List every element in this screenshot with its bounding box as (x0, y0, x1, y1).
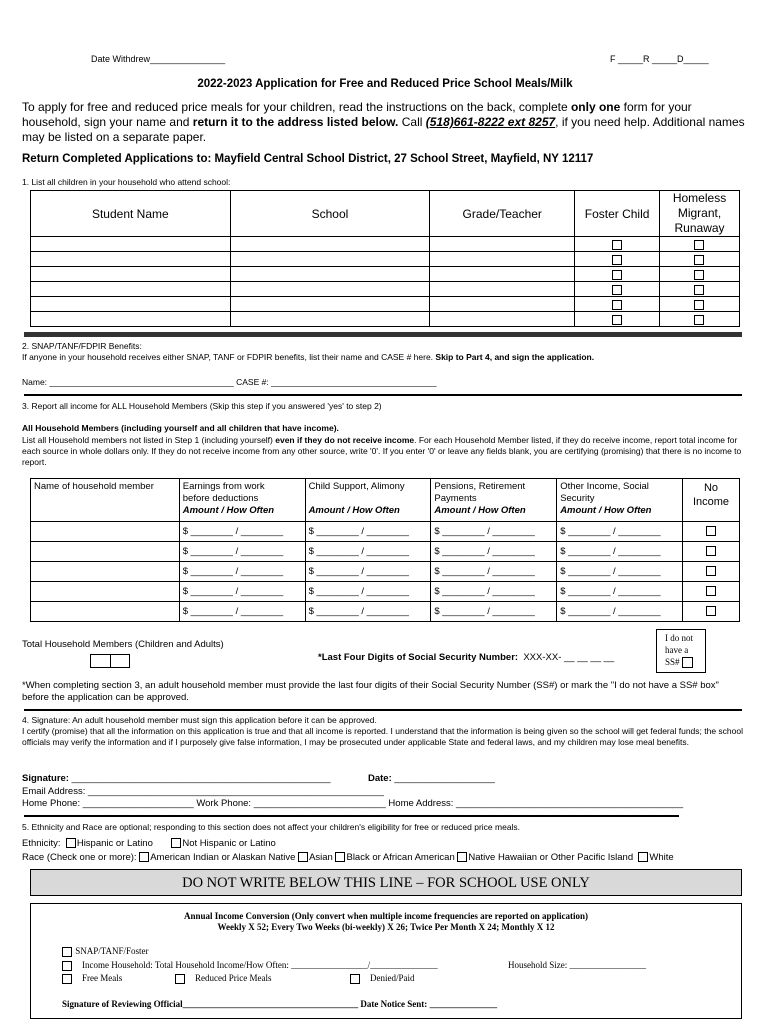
col-pensions: Pensions, Retirement Payments Amount / How Often (431, 479, 557, 522)
table-row: $ ________ / ________ $ ________ / ________ $ ________ / ________ $ ________ / ________ (31, 542, 740, 562)
income-household-checkbox[interactable] (62, 961, 72, 971)
table-row: $ ________ / ________ $ ________ / ________ $ ________ / ________ $ ________ / ________ (31, 602, 740, 622)
foster-checkbox[interactable] (612, 255, 622, 265)
income-conversion: Annual Income Conversion (Only convert when multiple income frequencies are reported on application) Weekly X 52; Every Two Weeks (bi-weekly) X 26; Twice Per Month X 24; Monthly X 12 (184, 911, 588, 932)
homeless-checkbox[interactable] (694, 240, 704, 250)
foster-checkbox[interactable] (612, 285, 622, 295)
intro-paragraph: To apply for free and reduced price meals for your children, read the instructions on the back, complete only one form for your household, sign your name and return it to the address listed below. Call (518)661-8222 ext 8257, if you need help. Additional names may be listed on a separate paper. (22, 100, 745, 144)
homeless-checkbox[interactable] (694, 300, 704, 310)
ssn-note: *When completing section 3, an adult household member must provide the last four digits of their Social Security Number (SS#) or mark the "I do not have a SS# box" before the application can be approved. (22, 680, 719, 703)
col-other-income: Other Income, Social Security Amount / How Often (557, 479, 683, 522)
section4-label: 4. Signature: An adult household member must sign this application before it can be approved. (22, 715, 377, 725)
reduced-checkbox[interactable] (175, 974, 185, 984)
free-meals-row: Free Meals (62, 973, 122, 984)
total-members-label: Total Household Members (Children and Adults) (22, 639, 224, 650)
return-address: Return Completed Applications to: Mayfield Central School District, 27 School Street, Mayfield, NY 12117 (22, 153, 594, 165)
no-ssn-box: I do not have a SS# (656, 629, 706, 673)
divider (24, 332, 742, 337)
homeless-checkbox[interactable] (694, 255, 704, 265)
not-hispanic-checkbox[interactable] (171, 838, 181, 848)
denied-row: Denied/Paid (350, 973, 415, 984)
table-row: $ ________ / ________ $ ________ / ________ $ ________ / ________ $ ________ / ________ (31, 522, 740, 542)
date-withdrew-field: Date Withdrew_______________ (91, 54, 226, 64)
no-income-checkbox[interactable] (706, 566, 716, 576)
white-checkbox[interactable] (638, 852, 648, 862)
children-table (30, 190, 740, 327)
american-indian-checkbox[interactable] (139, 852, 149, 862)
col-student-name: Student Name (31, 191, 231, 237)
foster-checkbox[interactable] (612, 315, 622, 325)
help-phone: (518)661-8222 ext 8257 (425, 115, 556, 129)
section1-label: 1. List all children in your household who attend school: (22, 177, 231, 187)
divider (24, 815, 679, 817)
col-foster-child: Foster Child (575, 191, 660, 237)
household-size-field[interactable]: Household Size: _________________ (508, 960, 646, 970)
divider (24, 394, 742, 396)
table-row (31, 312, 740, 327)
table-row (31, 282, 740, 297)
table-row (31, 237, 740, 252)
form-title: 2022-2023 Application for Free and Reduced Price School Meals/Milk (197, 78, 573, 90)
asian-checkbox[interactable] (298, 852, 308, 862)
section2-label: 2. SNAP/TANF/FDPIR Benefits: (22, 341, 142, 351)
table-row (31, 252, 740, 267)
native-hawaiian-checkbox[interactable] (457, 852, 467, 862)
certification-text: I certify (promise) that all the information on this application is true and that all income is reported. I understand that the information is being given so the school will get federal funds; the school officials may verify the information and if I purposely give false information, I may be prosecuted under applicable State and federal laws, and my children may lose meal benefits. (22, 726, 744, 747)
table-row (31, 267, 740, 282)
section3-label: 3. Report all income for ALL Household Members (Skip this step if you answered 'yes' to step 2) (22, 401, 382, 411)
frd-field: F _____R _____D_____ (610, 54, 709, 64)
section3-heading: All Household Members (including yourself and all children that have income). (22, 423, 339, 433)
free-meals-checkbox[interactable] (62, 974, 72, 984)
foster-checkbox[interactable] (612, 240, 622, 250)
reduced-row: Reduced Price Meals (175, 973, 271, 984)
snap-name-case-field[interactable]: Name: _______________________________________ CASE #: ___________________________________ (22, 377, 437, 387)
email-field[interactable]: Email Address: ________________________________________________________ (22, 786, 384, 797)
ethnicity-row: Ethnicity: Hispanic or Latino Not Hispanic or Latino (22, 838, 276, 849)
col-child-support: Child Support, Alimony Amount / How Often (305, 479, 431, 522)
snap-foster-checkbox[interactable] (62, 947, 72, 957)
no-income-checkbox[interactable] (706, 546, 716, 556)
section5-label: 5. Ethnicity and Race are optional; responding to this section does not affect your children's eligibility for free or reduced price meals. (22, 822, 521, 832)
denied-checkbox[interactable] (350, 974, 360, 984)
signature-field[interactable]: Signature: _________________________________________________ (22, 773, 331, 784)
homeless-checkbox[interactable] (694, 270, 704, 280)
snap-foster-row: SNAP/TANF/Foster (62, 946, 149, 957)
office-use-banner: DO NOT WRITE BELOW THIS LINE – FOR SCHOOL USE ONLY (30, 869, 742, 896)
no-income-checkbox[interactable] (706, 606, 716, 616)
foster-checkbox[interactable] (612, 270, 622, 280)
phone-address-fields[interactable]: Home Phone: _____________________ Work Phone: _________________________ Home Address: ___________________________________________ (22, 798, 684, 809)
col-earnings: Earnings from work before deductions Amount / How Often (179, 479, 305, 522)
col-school: School (230, 191, 430, 237)
section3-instructions: List all Household members not listed in Step 1 (including yourself) even if they do not receive income. For each Household Member listed, if they do receive income, report total income for each source in whole dollars only. If they do not receive income from any other source, write '0'. If you enter '0' or leave any fields blank, you are certifying (promising) that there is no income to report. (22, 435, 742, 467)
foster-checkbox[interactable] (612, 300, 622, 310)
table-row: $ ________ / ________ $ ________ / ________ $ ________ / ________ $ ________ / ________ (31, 582, 740, 602)
section2-text: If anyone in your household receives either SNAP, TANF or FDPIR benefits, list their name and CASE # here. Skip to Part 4, and sign the application. (22, 352, 595, 362)
black-checkbox[interactable] (335, 852, 345, 862)
col-member-name: Name of household member (31, 479, 180, 522)
divider (24, 709, 742, 711)
no-ssn-checkbox[interactable] (682, 657, 693, 668)
col-no-income: No Income (683, 479, 740, 522)
official-signature-row[interactable]: Signature of Reviewing Official_______________________________________ Date Notice Sent: _______________ (62, 999, 498, 1009)
total-members-box[interactable] (90, 654, 130, 668)
income-table (30, 478, 740, 622)
race-row: Race (Check one or more): American Indian or Alaskan Native Asian Black or African American Native Hawaiian or Other Pacific Island White (22, 852, 674, 863)
homeless-checkbox[interactable] (694, 285, 704, 295)
hispanic-checkbox[interactable] (66, 838, 76, 848)
col-grade-teacher: Grade/Teacher (430, 191, 575, 237)
income-household-row: Income Household: Total Household Income/How Often: _________________/_______________ (62, 960, 438, 971)
no-income-checkbox[interactable] (706, 526, 716, 536)
table-row: $ ________ / ________ $ ________ / ________ $ ________ / ________ $ ________ / ________ (31, 562, 740, 582)
ssn-field[interactable]: *Last Four Digits of Social Security Number: XXX-XX- __ __ __ __ (318, 652, 615, 663)
table-row (31, 297, 740, 312)
no-income-checkbox[interactable] (706, 586, 716, 596)
date-field[interactable]: Date: ___________________ (368, 773, 495, 784)
homeless-checkbox[interactable] (694, 315, 704, 325)
col-homeless: Homeless Migrant, Runaway (660, 191, 740, 237)
